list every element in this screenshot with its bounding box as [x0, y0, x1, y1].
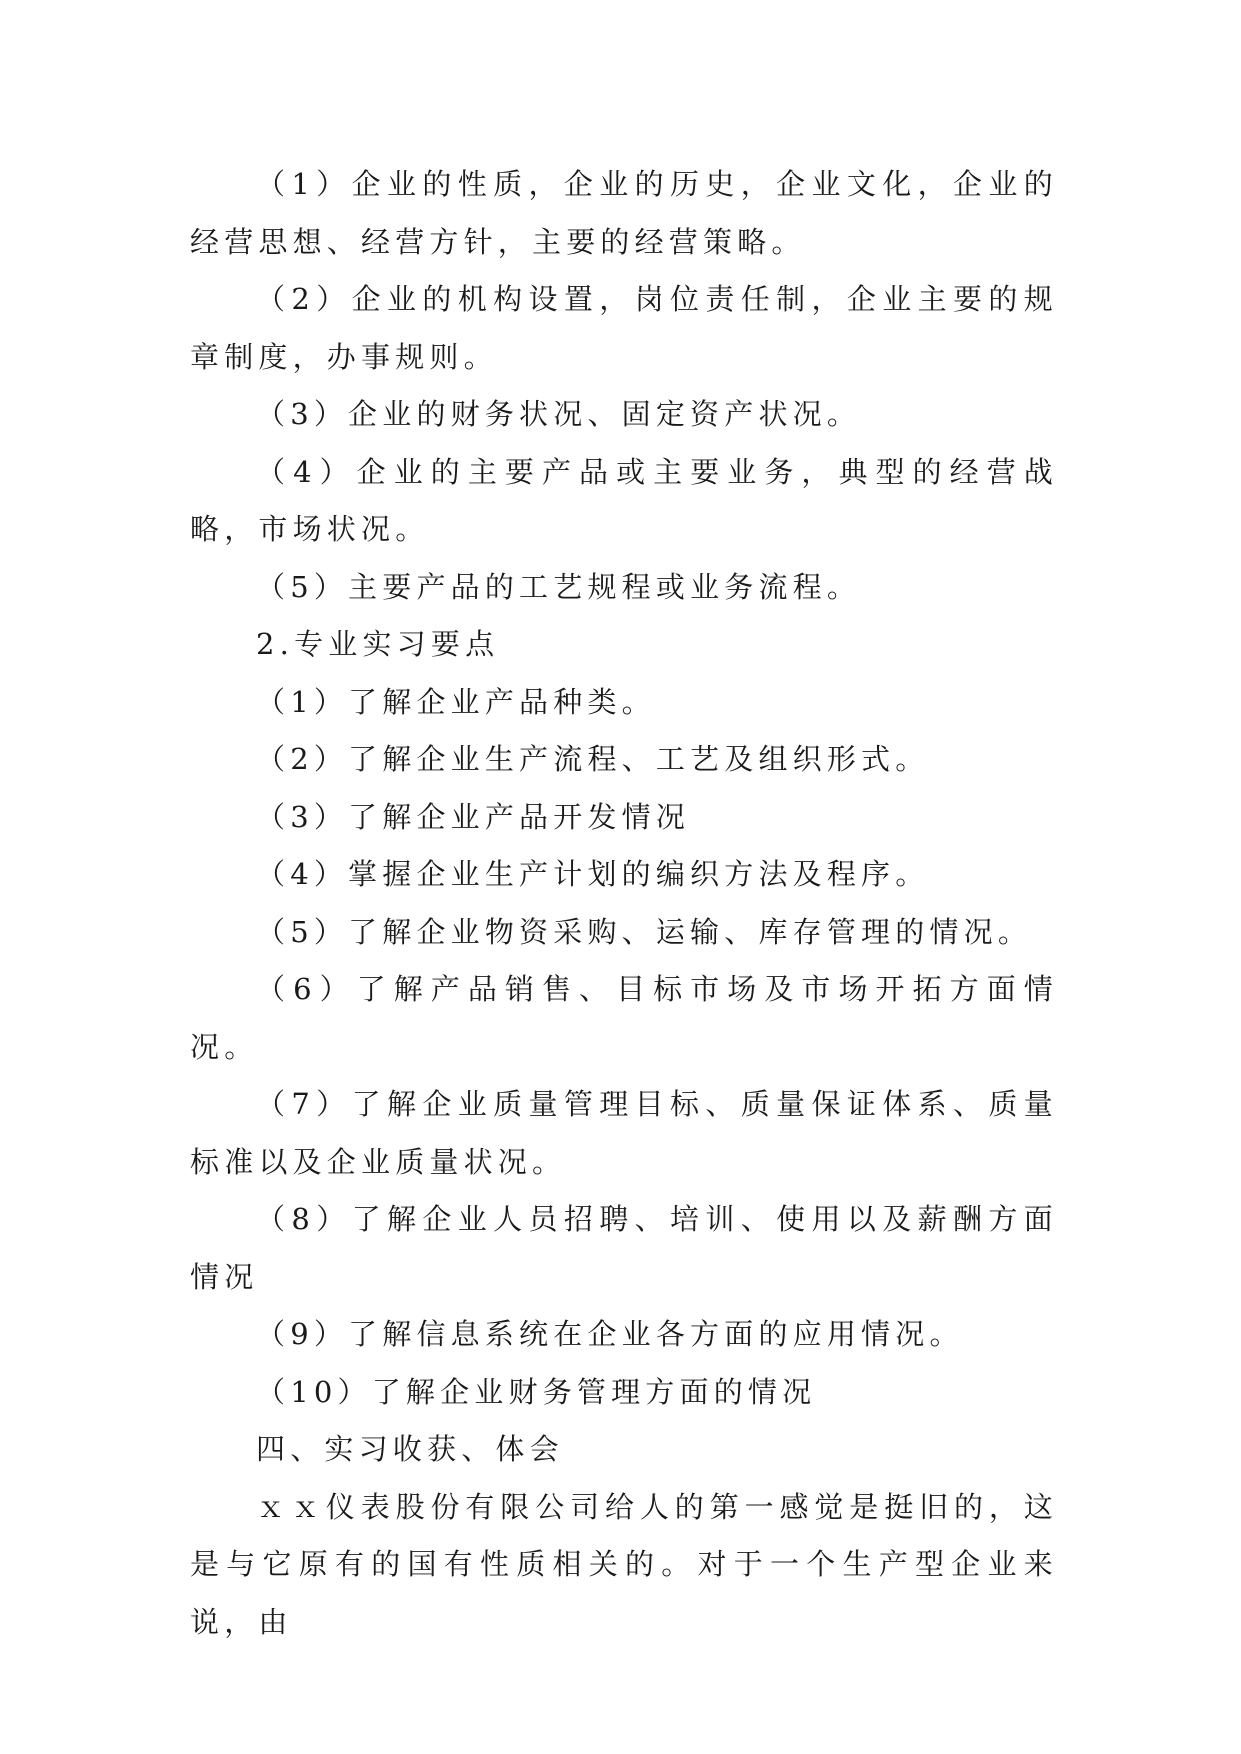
section-heading-professional-internship: 2.专业实习要点	[256, 627, 500, 661]
paragraph-professional-7: （7）了解企业质量管理目标、质量保证体系、质量标准以及企业质量状况。	[190, 1087, 1058, 1179]
paragraph-professional-6: （6）了解产品销售、目标市场及市场开拓方面情况。	[190, 972, 1058, 1064]
paragraph-professional-10: （10）了解企业财务管理方面的情况	[256, 1374, 817, 1409]
paragraph-general-1: （1）企业的性质，企业的历史，企业文化，企业的经营思想、经营方针，主要的经营策略。	[190, 167, 1058, 259]
paragraph-gains-1: ｘｘ仪表股份有限公司给人的第一感觉是挺旧的，这是与它原有的国有性质相关的。对于一个生产型企业来说，由	[190, 1489, 1058, 1639]
paragraph-general-3: （3）企业的财务状况、固定资产状况。	[256, 397, 862, 431]
paragraph-professional-2: （2）了解企业生产流程、工艺及组织形式。	[256, 742, 930, 776]
paragraph-professional-3: （3）了解企业产品开发情况	[256, 799, 691, 834]
section-heading-gains: 四、实习收获、体会	[256, 1432, 564, 1466]
paragraph-general-5: （5）主要产品的工艺规程或业务流程。	[256, 569, 862, 604]
paragraph-professional-1: （1）了解企业产品种类。	[256, 684, 656, 719]
paragraph-professional-4: （4）掌握企业生产计划的编织方法及程序。	[256, 857, 930, 891]
paragraph-general-2: （2）企业的机构设置，岗位责任制，企业主要的规章制度，办事规则。	[190, 282, 1058, 374]
paragraph-professional-5: （5）了解企业物资采购、运输、库存管理的情况。	[256, 914, 1033, 949]
paragraph-professional-8: （8）了解企业人员招聘、培训、使用以及薪酬方面情况	[190, 1202, 1058, 1294]
paragraph-professional-9: （9）了解信息系统在企业各方面的应用情况。	[256, 1317, 964, 1351]
document-body	[190, 156, 1058, 1651]
paragraph-general-4: （4）企业的主要产品或主要业务，典型的经营战略，市场状况。	[190, 454, 1058, 546]
